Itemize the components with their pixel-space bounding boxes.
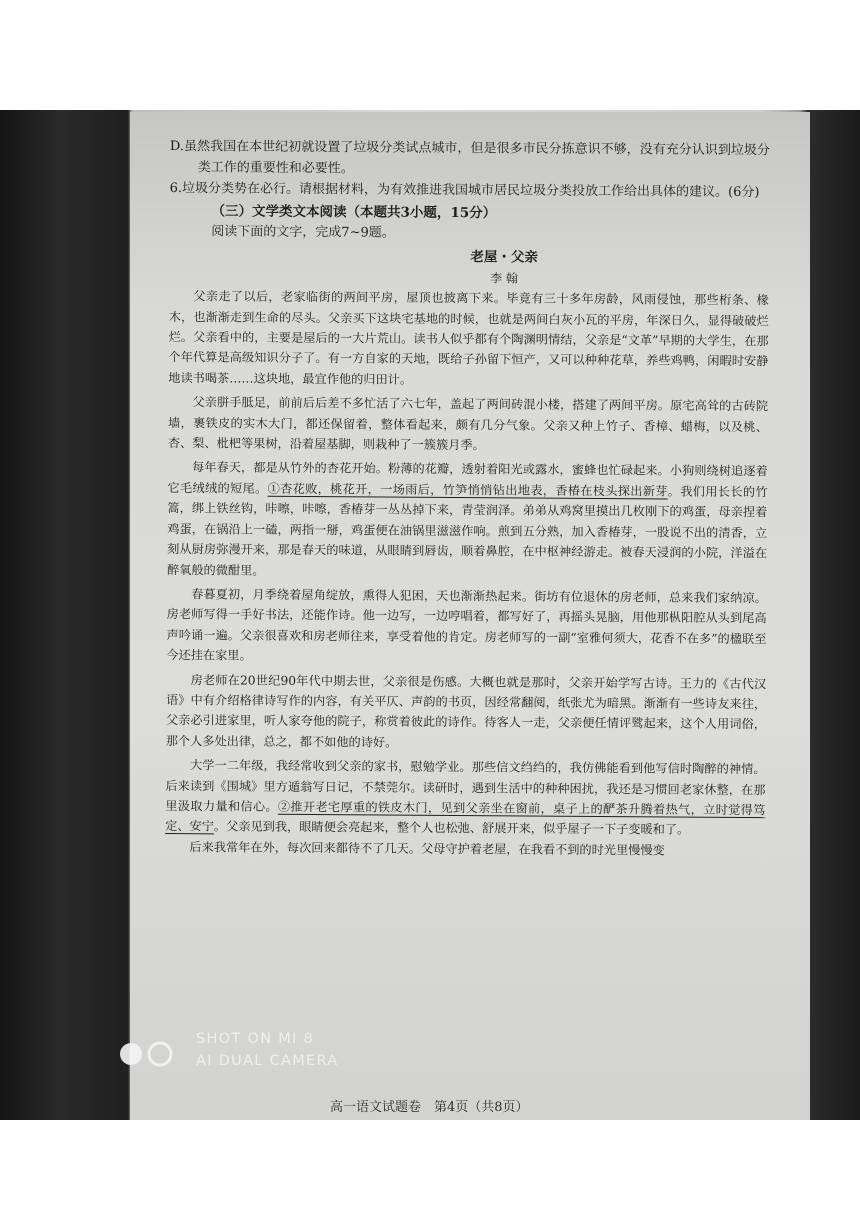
paragraph-4: 春暮夏初，月季绕着屋角绽放，熏得人犯困，天也渐渐热起来。街坊有位退休的房老师，总来我们家纳凉。房老师写得一手好书法，还能作诗。他一边写，一边哼唱着，都写好了，再摇头晃脑，用他那枞阳腔从头到尾高声吟诵一遍。父亲很喜欢和房老师往来，享受着他的肯定。房老师写的一副“室雅何须大，花香不在多”的楹联至今还挂在家里。 bbox=[166, 587, 767, 663]
option-d bbox=[170, 136, 770, 182]
option-d-label: D. bbox=[169, 138, 185, 155]
camera-logo-icon bbox=[118, 1037, 176, 1071]
page-footer: 高一语文试题卷 第4页（共8页） bbox=[330, 1100, 529, 1115]
camera-watermark bbox=[196, 1028, 339, 1072]
reading-instruction: 阅读下面的文字，完成7~9题。 bbox=[211, 224, 395, 241]
paragraph-1: 父亲走了以后，老家临街的两间平房，屋顶也披离下来。毕竟有三十多年房龄，风雨侵蚀，那些桁条、椽木，也渐渐走到生命的尽头。父亲买下这块宅基地的时候，也就是两间白灰小瓦的平房，年深日久，显得破破烂烂。父亲看中的，主要是屋后的一大片荒山。读书人似乎都有个陶渊明情结，父亲是“文革”早期的大学生，在那个年代算是高级知识分子了。有一方自家的天地，既给子孙留下恒产，又可以种种花草，养些鸡鸭，闲暇时安静地读书喝茶……这块地，最宜作他的归田计。 bbox=[168, 289, 769, 387]
underlined-sentence-2: ②推开老宅厚重的铁皮木门，见到父亲坐在窗前，桌子上的酽茶升腾着热气，立时觉得笃定、安宁 bbox=[165, 799, 766, 834]
paragraph-6-text-a: 大学一二年级，我经常收到父亲的家书，慰勉学业。那些信文绉绉的，我仿佛能看到他写信时陶醉的神情。后来读到《围城》里方遁翁写日记，不禁莞尔。读研时，遇到生活中的种种困扰，我还是习惯回老家休整，在那里汲取力量和信心。 bbox=[165, 758, 766, 814]
paragraph-5: 房老师在20世纪90年代中期去世，父亲很是伤感。大概也就是那时，父亲开始学写古诗。王力的《古代汉语》中有介绍格律诗写作的内容，有关平仄、声韵的书页，因经常翻阅，纸张尤为暗黑。渐渐有一些诗友来往，父亲必引进家里，听人家夸他的院子，称赏着彼此的诗作。待客人一走，父亲便任情评骘起来，这个人用词俗，那个人多处出律，总之，都不如他的诗好。 bbox=[165, 672, 767, 750]
watermark-line-1: SHOT ON MI 8 bbox=[196, 1031, 315, 1047]
page-content bbox=[165, 136, 770, 861]
paragraph-6-text-b: 。父亲见到我，眼睛便会亮起来，整个人也松弛、舒展开来，似乎屋子一下子变暖和了。 bbox=[213, 819, 690, 838]
underlined-sentence-1: ①杏花败，桃花开，一场雨后，竹笋悄悄钻出地表，香椿在枝头探出新芽 bbox=[267, 481, 668, 499]
article-author: 李 翰 bbox=[490, 271, 518, 286]
section-title: （三）文学类文本阅读（本题共3小题，15分） bbox=[211, 203, 497, 222]
paragraph-7: 后来我常年在外，每次回来都待不了几天。父母守护着老屋，在我看不到的时光里慢慢变 bbox=[189, 839, 665, 858]
question-6: 6.垃圾分类势在必行。请根据材料，为有效推进我国城市居民垃圾分类投放工作给出具体的建议。(6分) bbox=[169, 180, 760, 201]
watermark-line-2: AI DUAL CAMERA bbox=[196, 1053, 339, 1069]
paragraph-2: 父亲胼手胝足，前前后后差不多忙活了六七年，盖起了两间砖混小楼，搭建了两间平房。原宅高耸的古砖院墙，裹铁皮的实木大门，都还保留着，整体看起来，颇有几分气象。父亲又种上竹子、香樟、蜡梅，以及桃、杏、梨、枇杷等果树，沿着屋基脚，则栽种了一簇簇月季。 bbox=[167, 395, 769, 453]
paragraph-3-text-b: 。我们用长长的竹篙，绑上铁丝钩，咔嚓，咔嚓，香椿芽一丛丛掉下来，青莹润泽。弟弟从鸡窝里摸出几枚刚下的鸡蛋，母亲捏着鸡蛋，在锅沿上一磕，两指一掰，鸡蛋便在油锅里滋滋作响。煎到五分熟，加入香椿芽，一股说不出的清香，立刻从厨房弥漫开来，那是春天的味道，从眼睛到唇齿，顺着鼻腔，在中枢神经游走。被春天浸润的小院，洋溢在醉氧般的微酣里。 bbox=[166, 484, 768, 578]
paragraph-6 bbox=[165, 755, 766, 841]
article-title: 老屋・父亲 bbox=[470, 249, 538, 266]
paragraph-3 bbox=[167, 457, 768, 584]
option-d-text: 虽然我国在本世纪初就设置了垃圾分类试点城市，但是很多市民分拣意识不够，没有充分认识到垃圾分类工作的重要性和必要性。 bbox=[183, 139, 770, 177]
paragraph-3-text-a: 每年春天，都是从竹外的杏花开始。粉薄的花瓣，透射着阳光或露水，蜜蜂也忙碌起来。小狗则绕树追逐着它毛绒绒的短尾。 bbox=[167, 460, 768, 496]
